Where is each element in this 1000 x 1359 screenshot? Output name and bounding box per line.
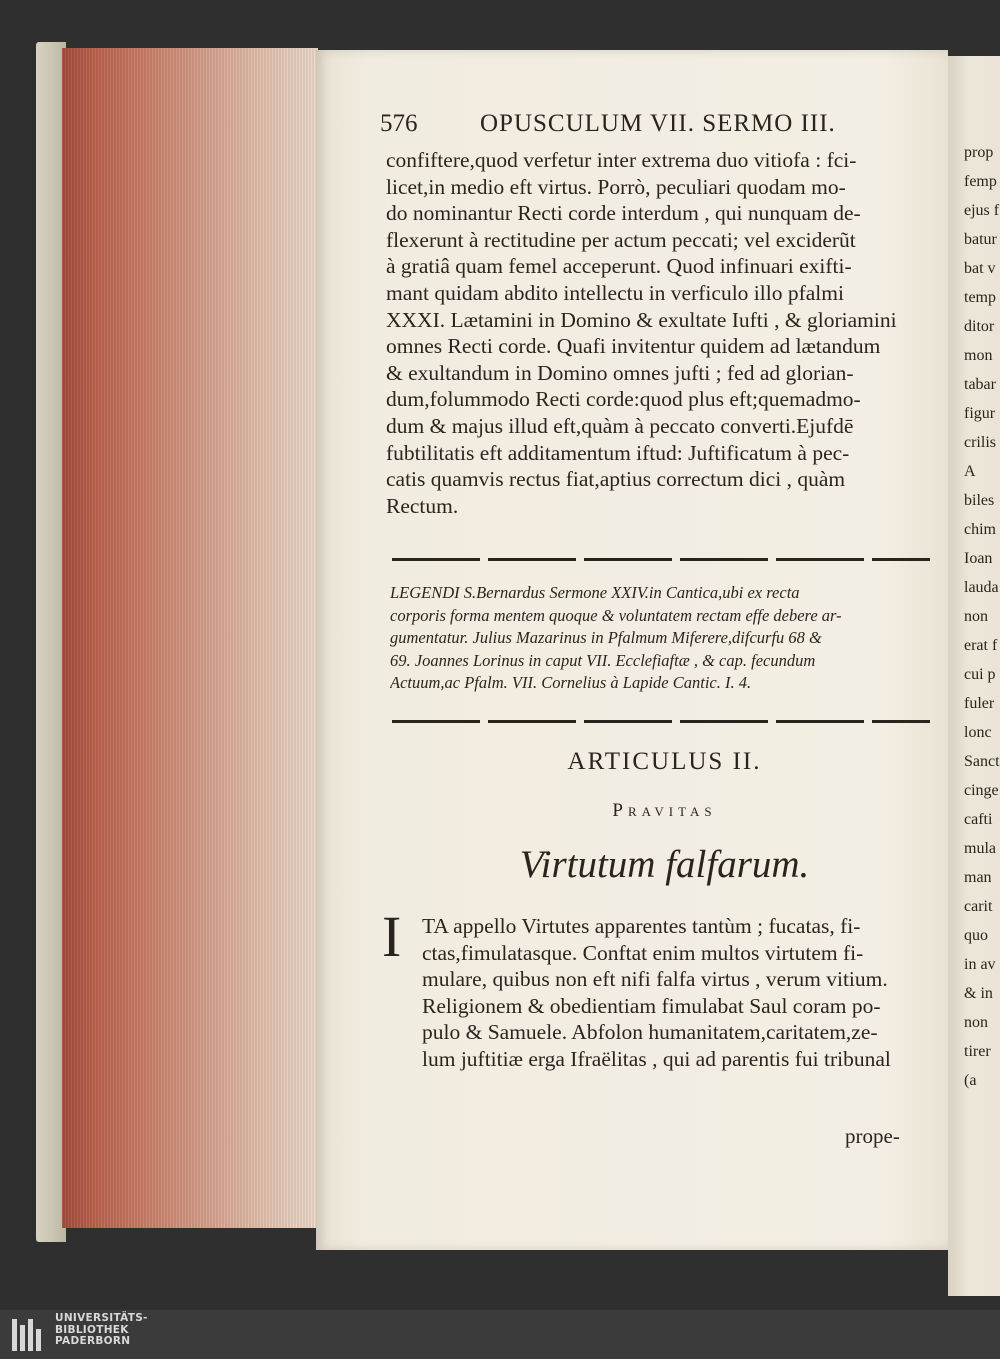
text-line: omnes Recti corde. Quafi invitentur quidem ad lætandum	[386, 334, 881, 359]
facing-page-line: quo	[964, 927, 988, 944]
facing-page-line: chim	[964, 521, 996, 538]
page-header	[380, 110, 940, 144]
facing-page-line: mon	[964, 347, 993, 364]
page-edges	[62, 48, 318, 1228]
facing-page-line: cinge	[964, 782, 999, 799]
facing-page-line: non	[964, 1014, 988, 1031]
facing-page-line: prop	[964, 144, 994, 161]
text-line: XXXI. Lætamini in Domino & exultate Iufti , & gloriamini	[386, 307, 897, 332]
facing-page-line: temp	[964, 289, 996, 306]
facing-page-line: cafti	[964, 811, 993, 828]
facing-page-line: cui p	[964, 666, 996, 683]
facing-page-line: Ioan	[964, 550, 993, 567]
text-line: do nominantur Recti corde interdum , qui nunquam de-	[386, 201, 861, 226]
text-line: pulo & Samuele. Abfolon humanitatem,caritatem,ze-	[422, 1020, 878, 1045]
text-line: à gratiâ quam femel acceperunt. Quod infinuari exifti-	[386, 254, 852, 279]
facing-page-line: in av	[964, 956, 996, 973]
text-line: dum & majus illud eft,quàm à peccato converti.Ejufdē	[386, 413, 854, 438]
article-heading: ARTICULUS II.	[567, 748, 762, 775]
text-line: & exultandum in Domino omnes jufti ; fed ad glorian-	[386, 360, 854, 385]
facing-page-line: fuler	[964, 695, 995, 712]
text-line: lum juftitiæ erga Ifraëlitas , qui ad parentis fui tribunal	[422, 1046, 891, 1071]
facing-page-line: erat f	[964, 637, 998, 654]
logo-line: BIBLIOTHEK	[55, 1323, 129, 1336]
facing-page-line: ejus f	[964, 202, 1000, 219]
facing-page-line: lauda	[964, 579, 999, 596]
reading-note	[390, 582, 932, 695]
facing-page-line: carit	[964, 898, 993, 915]
note-line: gumentatur. Julius Mazarinus in Pfalmum Miferere,difcurfu 68 &	[390, 628, 822, 648]
facing-page-fragment	[948, 56, 1000, 1296]
note-line: LEGENDI S.Bernardus Sermone XXIV.in Cantica,ubi ex recta	[390, 583, 800, 602]
facing-page-line: tabar	[964, 376, 996, 393]
text-line: catis quamvis rectus fiat,aptius correctum dici , quàm	[386, 467, 846, 492]
facing-page-line: crilis	[964, 434, 996, 451]
article-subtitle: Pravitas	[612, 800, 717, 821]
catchword: prope-	[845, 1124, 900, 1148]
facing-page-line: femp	[964, 173, 997, 190]
divider-rule	[392, 720, 930, 723]
text-line: Religionem & obedientiam fimulabat Saul coram po-	[422, 993, 881, 1018]
running-title: OPUSCULUM VII. SERMO III.	[480, 110, 836, 137]
note-line: 69. Joannes Lorinus in caput VII. Ecclefiaftæ , & cap. fecundum	[390, 650, 816, 670]
library-logo-text	[55, 1313, 148, 1348]
text-line: Rectum.	[386, 493, 459, 518]
facing-page-line: mula	[964, 840, 996, 857]
text-line: licet,in medio eft virtus. Porrò, peculiari quodam mo-	[386, 174, 846, 199]
note-line: corporis forma mentem quoque & voluntatem rectam effe debere ar-	[390, 605, 842, 625]
facing-page-line: bat v	[964, 260, 996, 277]
facing-page-line: figur	[964, 405, 996, 422]
text-line: confiftere,quod verfetur inter extrema duo vitiofa : fci-	[386, 148, 857, 172]
divider-rule	[392, 558, 930, 561]
facing-page-line: A	[964, 463, 976, 480]
text-line: ctas,fimulatasque. Conftat enim multos virtutem fi-	[422, 940, 864, 965]
facing-page-line: non	[964, 608, 988, 625]
facing-page-line: Sanct	[964, 753, 1000, 770]
text-line: fubtilitatis eft additamentum iftud: Juftificatum à pec-	[386, 440, 850, 465]
main-text-block	[386, 147, 931, 519]
facing-page-line: (a	[964, 1072, 977, 1089]
text-line: mulare, quibus non eft nifi falfa virtus , verum vitium.	[422, 967, 888, 992]
facing-page-line: tirer	[964, 1043, 991, 1060]
library-logo-icon	[10, 1315, 50, 1355]
logo-line: UNIVERSITÄTS-	[55, 1312, 148, 1324]
article-text-block	[422, 913, 932, 1073]
facing-page-line: man	[964, 869, 992, 886]
logo-line: PADERBORN	[55, 1335, 131, 1347]
facing-page-line: batur	[964, 231, 997, 248]
text-line: dum,folummodo Recti corde:quod plus eft;quemadmo-	[386, 387, 861, 412]
text-line: TA appello Virtutes apparentes tantùm ; fucatas, fi-	[422, 914, 861, 938]
page-number: 576	[380, 110, 418, 137]
facing-page-line: & in	[964, 985, 993, 1002]
facing-page-line: ditor	[964, 318, 995, 335]
text-line: mant quidam abdito intellectu in verficulo illo pfalmi	[386, 280, 844, 305]
text-line: flexerunt à rectitudine per actum peccati; vel exciderũt	[386, 227, 856, 252]
note-line: Actuum,ac Pfalm. VII. Cornelius à Lapide Cantic. I. 4.	[390, 673, 752, 693]
drop-capital: I	[382, 904, 402, 969]
article-italic-title: Virtutum falfarum.	[519, 843, 810, 886]
facing-page-line: biles	[964, 492, 995, 509]
facing-page-line: lonc	[964, 724, 992, 741]
footer-bar	[0, 1310, 1000, 1359]
